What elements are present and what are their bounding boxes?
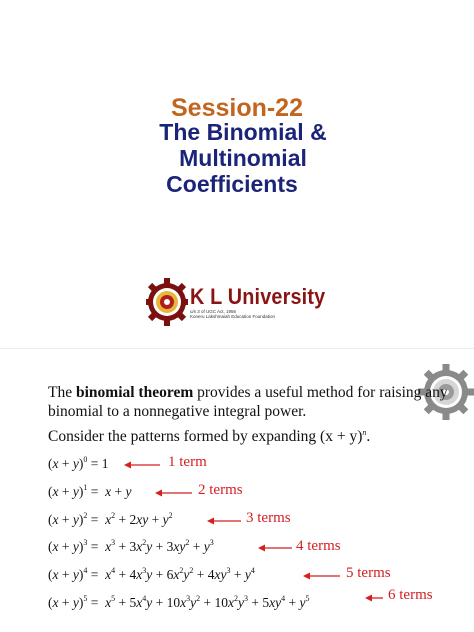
expansion-formula: $(x + y)^5 = x^5 + 5x^4y + 10x^3y^2 + 10x^2y^3 + 5xy^4 + y^5$ [48,594,310,610]
title-line-2: Multinomial [179,145,307,171]
expansion-formula: $(x + y)^1 = x + y$ [48,483,132,499]
expansion-formula: $(x + y)^3 = x^3 + 3x^2y + 3xy^2 + y^3$ [48,538,214,554]
slide-divider [0,348,474,349]
expansion-row [48,512,173,532]
term-count-label: 6 terms [388,587,433,603]
expansion-row [48,484,132,504]
intro-paragraph [48,383,448,421]
university-tagline [190,309,275,319]
expansion-row [48,539,214,559]
binomial-slide [0,350,474,632]
expansion-formula: $(x + y)^0 = 1$ [48,455,109,471]
patterns-text: Consider the patterns formed by expanding (x + y) [48,428,363,445]
university-emblem-icon [146,270,188,334]
intro-bold-term: binomial theorem [75,384,194,401]
expansion-row [48,595,310,615]
expansion-row [48,567,255,587]
arrow-left-icon [207,514,241,528]
arrow-left-icon [365,591,383,605]
term-count-label: 1 term [168,454,207,470]
intro-suffix: provides a useful method for raising any binomial to a nonnegative integral power. [48,384,448,420]
term-count-label: 5 terms [346,565,391,581]
intro-prefix: The [48,384,76,401]
arrow-left-icon [124,458,160,472]
expansion-formula: $(x + y)^2 = x^2 + 2xy + y^2$ [48,511,173,527]
title-line-3: Coefficients [166,171,298,197]
expansion-formula: $(x + y)^4 = x^4 + 4x^3y + 6x^2y^2 + 4xy^3 + y^4$ [48,566,255,582]
university-logo [146,270,336,334]
term-count-label: 3 terms [246,510,291,526]
arrow-left-icon [258,541,292,555]
patterns-exponent: n [362,428,367,437]
arrow-left-icon [155,486,192,500]
title-line-1: The Binomial & [159,119,327,145]
expansion-row [48,456,109,476]
session-title: Session-22 [170,94,303,122]
university-name: K L University [190,284,326,309]
patterns-line [48,427,370,446]
university-tagline-line-1: u/s 3 of UGC Act, 1956 [190,309,237,314]
term-count-label: 2 terms [198,482,243,498]
arrow-left-icon [303,569,340,583]
university-tagline-line-2: Koneru Lakshmaiah Education Foundation [190,314,276,319]
patterns-end: . [366,428,371,445]
term-count-label: 4 terms [296,538,341,554]
